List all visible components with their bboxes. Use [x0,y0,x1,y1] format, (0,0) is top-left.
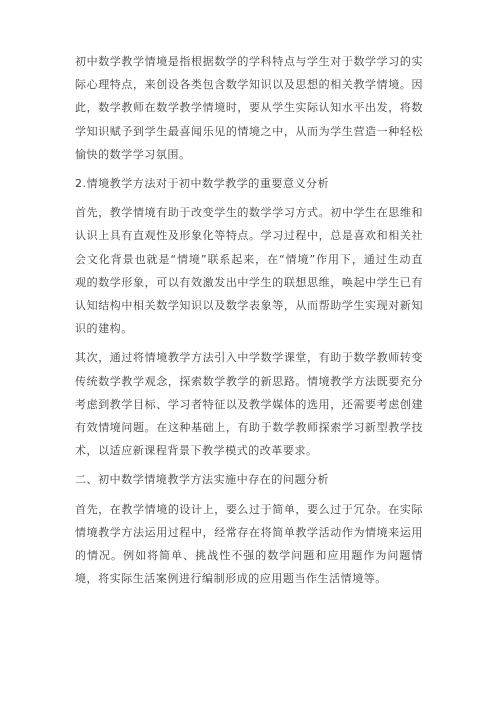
section-heading-problems: 二、初中数学情境教学方法实施中存在的问题分析 [75,473,330,487]
paragraph-first-point: 首先，教学情境有助于改变学生的数学学习方式。初中学生在思维和认识上具有直观性及形象化等特点。学习过程中，总是喜欢和相关社会文化背景也就是“情境”联系起来，在“情境”作用下，通过生动直观的数学形象，可以有效激发出中学生的联想思维，唤起中学生已有认知结构中相关数学知识以及数学表象等，从而帮助学生实现对新知识的建构。 [75,206,423,336]
paragraph-problem-first: 首先，在教学情境的设计上，要么过于简单，要么过于冗杂。在实际情境教学方法运用过程中，经常存在将简单教学活动作为情境来运用的情况。例如将简单、挑战性不强的数学问题和应用题作为问题情境，将实际生活案例进行编制形成的应用题当作生活情境等。 [75,502,423,586]
section-heading-significance: 2.情境教学方法对于初中数学教学的重要意义分析 [75,177,330,191]
document-body [75,50,423,590]
paragraph-intro: 初中数学教学情境是指根据数学的学科特点与学生对于数学学习的实际心理特点，来创设各类包含数学知识以及思想的相关教学情境。因此，数学教师在数学教学情境时，要从学生实际认知水平出发，将数学知识赋予到学生最喜闻乐见的情境之中，从而为学生营造一种轻松愉快的数学学习氛围。 [75,55,423,161]
paragraph-second-point: 其次，通过将情境教学方法引入中学数学课堂，有助于数学教师转变传统数学教学观念，探索数学教学的新思路。情境教学方法既要充分考虑到教学目标、学习者特征以及教学媒体的选用，还需要考虑创建有效情境问题。在这种基础上，有助于数学教师探索学习新型教学技术，以适应新课程背景下教学模式的改革要求。 [75,351,423,458]
